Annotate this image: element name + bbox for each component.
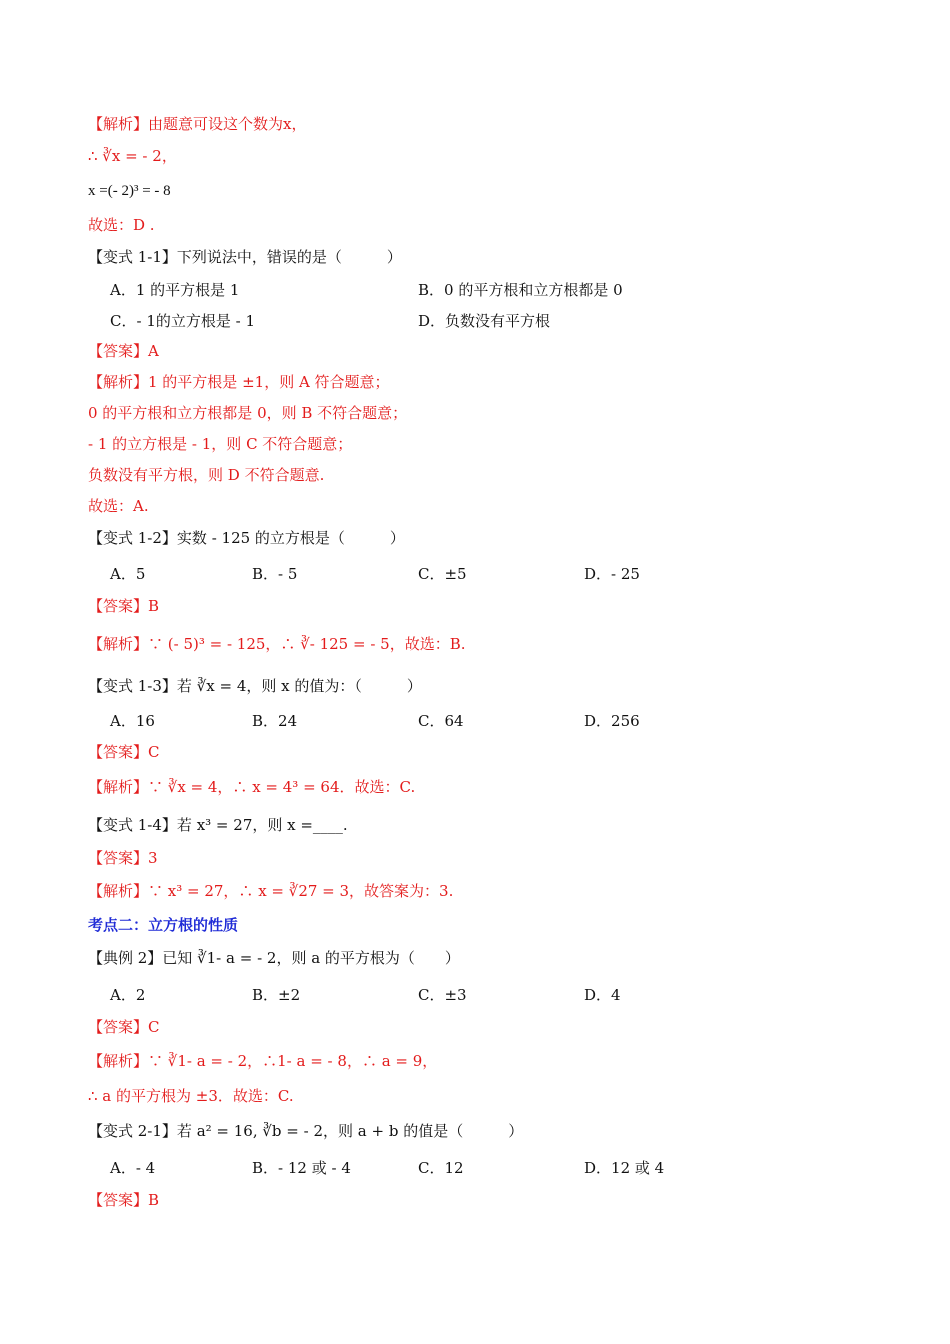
option-c: C．±5 xyxy=(418,565,467,583)
option-d: D．负数没有平方根 xyxy=(418,312,551,330)
answer-line: 【答案】C xyxy=(88,1018,160,1036)
option-d: D．256 xyxy=(584,712,640,730)
analysis-step: x =(- 2)³ = - 8 xyxy=(88,183,171,199)
option-d: D．4 xyxy=(584,986,621,1004)
question-title: 【变式 1-2】实数 - 125 的立方根是（ ） xyxy=(88,529,405,547)
analysis-step: ∴ ∛x = - 2， xyxy=(88,147,177,165)
analysis-line: 负数没有平方根，则 D 不符合题意. xyxy=(88,466,325,484)
option-a: A．2 xyxy=(110,986,146,1004)
answer-line: 【答案】B xyxy=(88,597,160,615)
question-title: 【变式 2-1】若 a² = 16, ∛b = - 2，则 a + b 的值是（ ） xyxy=(88,1122,524,1140)
question-title: 【变式 1-3】若 ∛x = 4，则 x 的值为：（ ） xyxy=(88,677,422,695)
option-c: C．- 1的立方根是 - 1 xyxy=(110,312,256,330)
analysis-line: - 1 的立方根是 - 1，则 C 不符合题意； xyxy=(88,435,353,453)
option-b: B．24 xyxy=(252,712,298,730)
answer-line: 【答案】3 xyxy=(88,849,158,867)
option-a: A．5 xyxy=(110,565,146,583)
option-a: A．- 4 xyxy=(110,1159,156,1177)
option-b: B．±2 xyxy=(252,986,301,1004)
analysis-line: 【解析】∵ x³ = 27，∴ x = ∛27 = 3，故答案为：3. xyxy=(88,882,454,900)
question-title: 【典例 2】已知 ∛1- a = - 2，则 a 的平方根为（ ） xyxy=(88,949,460,967)
answer-line: 【答案】A xyxy=(88,342,159,360)
question-title: 【变式 1-4】若 x³ = 27，则 x =____. xyxy=(88,816,348,834)
answer-choice-line: 故选：A. xyxy=(88,497,149,515)
option-b: B．- 5 xyxy=(252,565,298,583)
section-heading: 考点二：立方根的性质 xyxy=(88,916,239,934)
answer-choice-line: 故选：D . xyxy=(88,216,155,234)
option-c: C．12 xyxy=(418,1159,464,1177)
option-c: C．64 xyxy=(418,712,464,730)
question-title: 【变式 1-1】下列说法中，错误的是（ ） xyxy=(88,248,402,266)
analysis-line: 【解析】1 的平方根是 ±1，则 A 符合题意； xyxy=(88,373,390,391)
analysis-line: 【解析】∵ (- 5)³ = - 125，∴ ∛- 125 = - 5，故选：B. xyxy=(88,635,466,653)
option-b: B．- 12 或 - 4 xyxy=(252,1159,351,1177)
option-b: B．0 的平方根和立方根都是 0 xyxy=(418,281,623,299)
option-d: D．- 25 xyxy=(584,565,640,583)
option-a: A．1 的平方根是 1 xyxy=(110,281,240,299)
answer-line: 【答案】B xyxy=(88,1191,160,1209)
answer-line: 【答案】C xyxy=(88,743,160,761)
option-c: C．±3 xyxy=(418,986,467,1004)
analysis-line: 【解析】∵ ∛1- a = - 2，∴1- a = - 8，∴ a = 9， xyxy=(88,1052,438,1070)
analysis-line: 【解析】∵ ∛x = 4，∴ x = 4³ = 64．故选：C. xyxy=(88,778,416,796)
option-d: D．12 或 4 xyxy=(584,1159,665,1177)
analysis-line: 【解析】由题意可设这个数为x， xyxy=(88,115,307,133)
analysis-line: ∴ a 的平方根为 ±3．故选：C. xyxy=(88,1087,294,1105)
option-a: A．16 xyxy=(110,712,155,730)
analysis-line: 0 的平方根和立方根都是 0，则 B 不符合题意； xyxy=(88,404,408,422)
